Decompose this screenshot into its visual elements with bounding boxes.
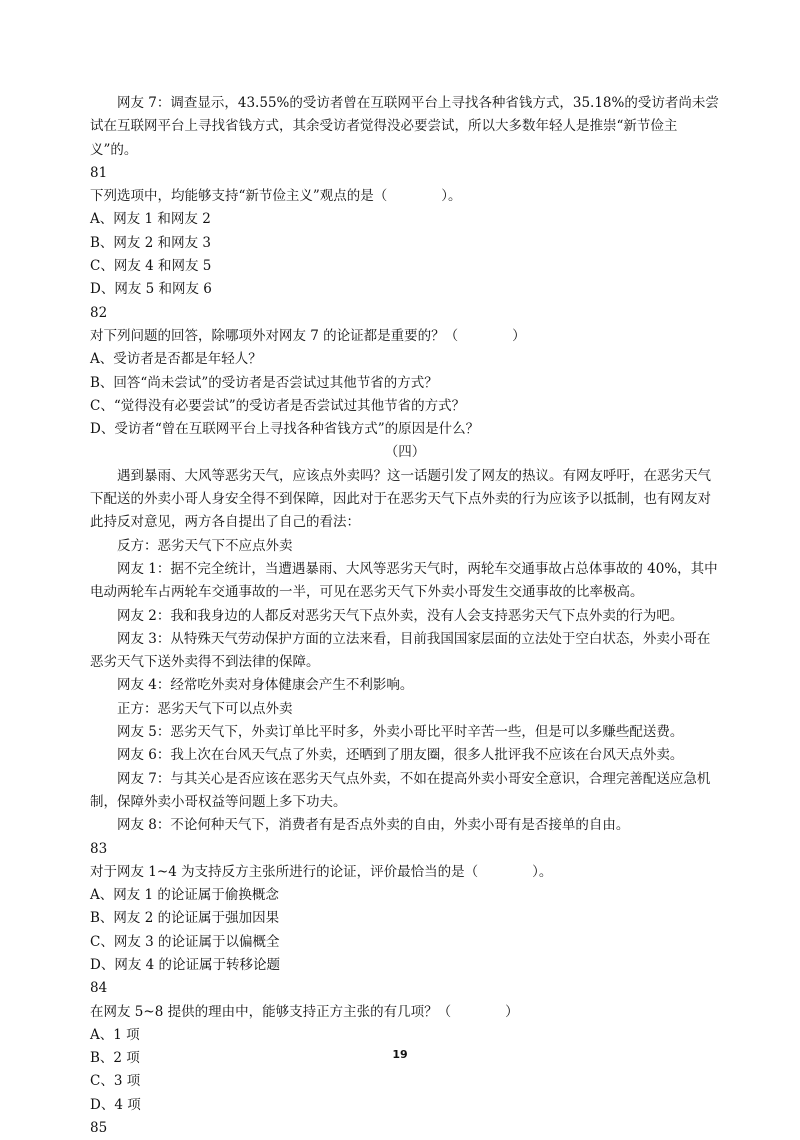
question-83-option-c: C、网友 3 的论证属于以偏概全 (90, 933, 280, 950)
question-84-option-d: D、4 项 (90, 1096, 141, 1113)
question-82-option-b: B、回答“尚未尝试”的受访者是否尝试过其他节省的方式？ (90, 374, 438, 391)
pro-statement-7: 网友 7：与其关心是否应该在恶劣天气点外卖，不如在提高外卖小哥安全意识，合理完善配送应急机制，保障外卖小哥权益等问题上多下功夫。 (90, 770, 711, 810)
question-82-option-c: C、“觉得没有必要尝试”的受访者是否尝试过其他节省的方式？ (90, 397, 466, 414)
question-number-84: 84 (90, 980, 108, 997)
pro-side-label: 正方：恶劣天气下可以点外卖 (117, 700, 293, 717)
question-number-83: 83 (90, 840, 108, 857)
question-81-option-a: A、网友 1 和网友 2 (90, 211, 211, 228)
pro-statement-5: 网友 5：恶劣天气下，外卖订单比平时多，外卖小哥比平时辛苦一些，但是可以多赚些配送费。 (117, 724, 684, 741)
con-statement-2: 网友 2：我和我身边的人都反对恶劣天气下点外卖，没有人会支持恶劣天气下点外卖的行为吧。 (117, 607, 684, 624)
question-83-option-b: B、网友 2 的论证属于强加因果 (90, 910, 280, 927)
question-81-option-b: B、网友 2 和网友 3 (90, 234, 211, 251)
con-side-label: 反方：恶劣天气下不应点外卖 (117, 537, 293, 554)
question-81-option-d: D、网友 5 和网友 6 (90, 281, 212, 298)
passage-intro: 遇到暴雨、大风等恶劣天气，应该点外卖吗？这一话题引发了网友的热议。有网友呼吁，在恶劣天气下配送的外卖小哥人身安全得不到保障，因此对于在恶劣天气下点外卖的行为应该予以抵制，也有网友对此持反对意见，两方各自提出了自己的看法： (90, 467, 711, 531)
question-82-option-d: D、受访者“曾在互联网平台上寻找各种省钱方式”的原因是什么？ (90, 421, 480, 438)
question-number-82: 82 (90, 304, 108, 321)
pro-statement-6: 网友 6：我上次在台风天气点了外卖，还晒到了朋友圈，很多人批评我不应该在台风天点外卖。 (117, 747, 684, 764)
passage-paragraph: 网友 7：调查显示，43.55%的受访者曾在互联网平台上寻找各种省钱方式，35.18%的受访者尚未尝试在互联网平台上寻找省钱方式，其余受访者觉得没必要尝试，所以大多数年轻人是推崇“新节俭主义”的。 (90, 95, 719, 158)
con-statement-1: 网友 1：据不完全统计，当遭遇暴雨、大风等恶劣天气时，两轮车交通事故占总体事故的 40%，其中电动两轮车占两轮车交通事故的一半，可见在恶劣天气下外卖小哥发生交通事故的比率极高。 (90, 560, 718, 601)
page-number: 19 (392, 1048, 408, 1061)
question-82-option-a: A、受访者是否都是年轻人？ (90, 351, 262, 368)
section-heading: （四） (384, 444, 426, 461)
question-stem-82: 对下列问题的回答，除哪项外对网友 7 的论证都是重要的？（ ） (90, 327, 526, 344)
question-number-81: 81 (90, 164, 108, 181)
question-81-option-c: C、网友 4 和网友 5 (90, 258, 212, 275)
con-statement-4: 网友 4：经常吃外卖对身体健康会产生不利影响。 (117, 677, 414, 694)
pro-statement-8: 网友 8：不论何种天气下，消费者有是否点外卖的自由，外卖小哥有是否接单的自由。 (117, 817, 630, 834)
question-83-option-d: D、网友 4 的论证属于转移论题 (90, 956, 280, 973)
page-content (90, 92, 720, 1140)
question-83-option-a: A、网友 1 的论证属于偷换概念 (90, 887, 279, 904)
question-stem-81: 下列选项中，均能够支持“新节俭主义”观点的是（ ）。 (90, 188, 462, 205)
question-84-option-c: C、3 项 (90, 1073, 141, 1090)
question-stem-84: 在网友 5~8 提供的理由中，能够支持正方主张的有几项？（ ） (90, 1003, 519, 1020)
question-stem-83: 对于网友 1~4 为支持反方主张所进行的论证，评价最恰当的是（ ）。 (90, 863, 553, 880)
con-statement-3: 网友 3：从特殊天气劳动保护方面的立法来看，目前我国国家层面的立法处于空白状态，外卖小哥在恶劣天气下送外卖得不到法律的保障。 (90, 630, 711, 671)
question-number-85: 85 (90, 1120, 108, 1137)
question-84-option-a: A、1 项 (90, 1026, 140, 1043)
question-84-option-b: B、2 项 (90, 1050, 140, 1067)
